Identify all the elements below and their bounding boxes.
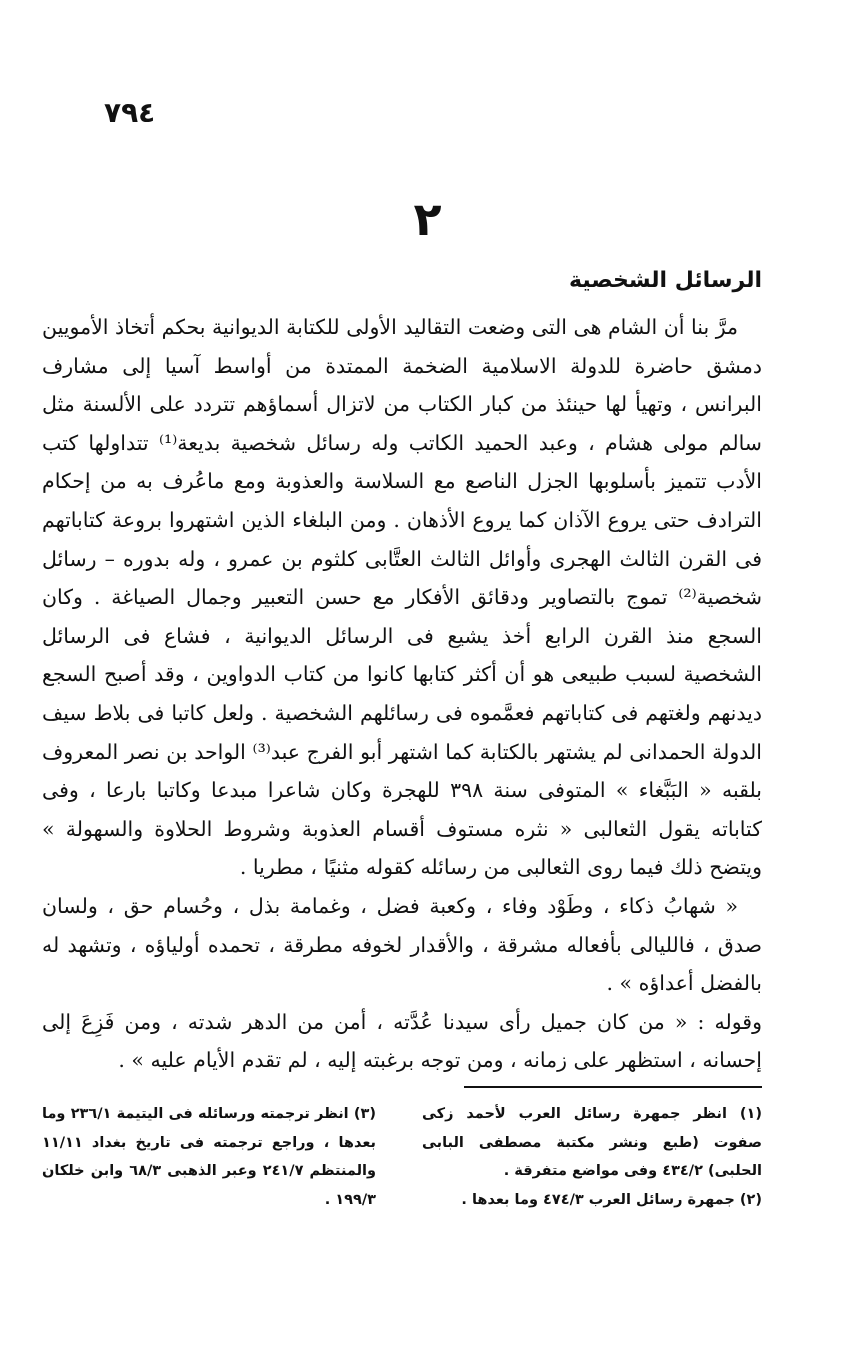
footnote-3: (٣) انظر ترجمته ورسائله فى اليتيمة ٢٣٦/١ وما بعدها ، وراجع ترجمته فى تاريخ بغداد ١١/١١ والمنتظم ٢٤١/٧ وعبر الذهبى ٦٨/٣ وابن خلكان ١٩٩/٣ . (42, 1106, 377, 1208)
quote-paragraph: وقوله : « من كان جميل رأى سيدنا عُدَّته ، أمن من الدهر شدته ، ومن فَزِعَ إلى إحسانه ، استظهر على زمانه ، ومن توجه برغبته إليه ، لم تقدم الأيام عليه » . (42, 1009, 762, 1073)
paragraph: مرَّ بنا أن الشام هى التى وضعت التقاليد الأولى للكتابة الديوانية بحكم أتخاذ الأمويين دمشق حاضرة للدولة الاسلامية الضخمة الممتدة من أواسط آسيا إلى مشارف البرانس ، وتهيأ لها حينئذ من كبار الكتاب من لاتزال أسماؤهم تتردد على الألسنة مثل سالم مولى هشام ، وعبد الحميد الكاتب وله رسائل شخصية بديعة⁽¹⁾ تتداولها كتب الأدب تتميز بأسلوبها الجزل الناصع مع السلاسة والعذوبة ومع ماعُرف به من إحكام الترادف حتى يروع الآذان كما يروع الأذهان . ومن البلغاء الذين اشتهروا بروعة كتاباتهم فى القرن الثالث الهجرى وأوائل الثالث العتَّابى كلثوم بن عمرو ، وله بدوره – رسائل شخصية⁽²⁾ تموج بالتصاوير ودقائق الأفكار مع حسن التعبير وجمال الصياغة . وكان السجع منذ القرن الرابع أخذ يشيع فى الرسائل الديوانية ، فشاع فى الرسائل الشخصية لسبب طبيعى هو أن أكثر كتابها كانوا من كتاب الدواوين ، وقد أصبح السجع ديدنهم ولغتهم فى كتاباتهم فعمَّموه فى رسائلهم الشخصية . ولعل كاتبا فى بلاط سيف الدولة الحمدانى لم يشتهر بالكتابة كما اشتهر أبو الفرج عبد⁽³⁾ الواحد بن نصر المعروف بلقبه « البَبَّغاء » المتوفى سنة ٣٩٨ للهجرة وكان شاعرا مبدعا وكاتبا بارعا ، وفى كتاباته يقول الثعالبى « نثره مستوف أقسام العذوبة وشروط الحلاوة والسهولة » ويتضح ذلك فيما روى الثعالبى من رسائله كقوله مثنيًا ، مطريا . (42, 315, 762, 880)
section-heading: الرسائل الشخصية (569, 268, 762, 293)
page-number: ٧٩٤ (104, 96, 156, 129)
footnotes-right-column (422, 1100, 762, 1214)
chapter-number: ٢ (413, 192, 442, 246)
quote-paragraph: « شهابُ ذكاء ، وطَوْد وفاء ، وكعبة فضل ، وغمامة بذل ، وحُسام حق ، ولسان صدق ، فالليالى بأفعاله مشرقة ، والأقدار لخوفه مطرقة ، تحمده أولياؤه ، وتشهد له بالفضل أعداؤه » . (42, 893, 762, 996)
body-text (42, 308, 762, 1080)
footnotes-left-column (42, 1100, 376, 1214)
footnote-separator (464, 1086, 762, 1088)
footnote-2: (٢) جمهرة رسائل العرب ٤٧٤/٣ وما بعدها . (461, 1191, 762, 1208)
footnote-1: (١) انظر جمهرة رسائل العرب لأحمد زكى صفوت (طبع ونشر مكتبة مصطفى البابى الحلبى) ٤٣٤/٢ وفى مواضع متفرقة . (422, 1106, 762, 1179)
